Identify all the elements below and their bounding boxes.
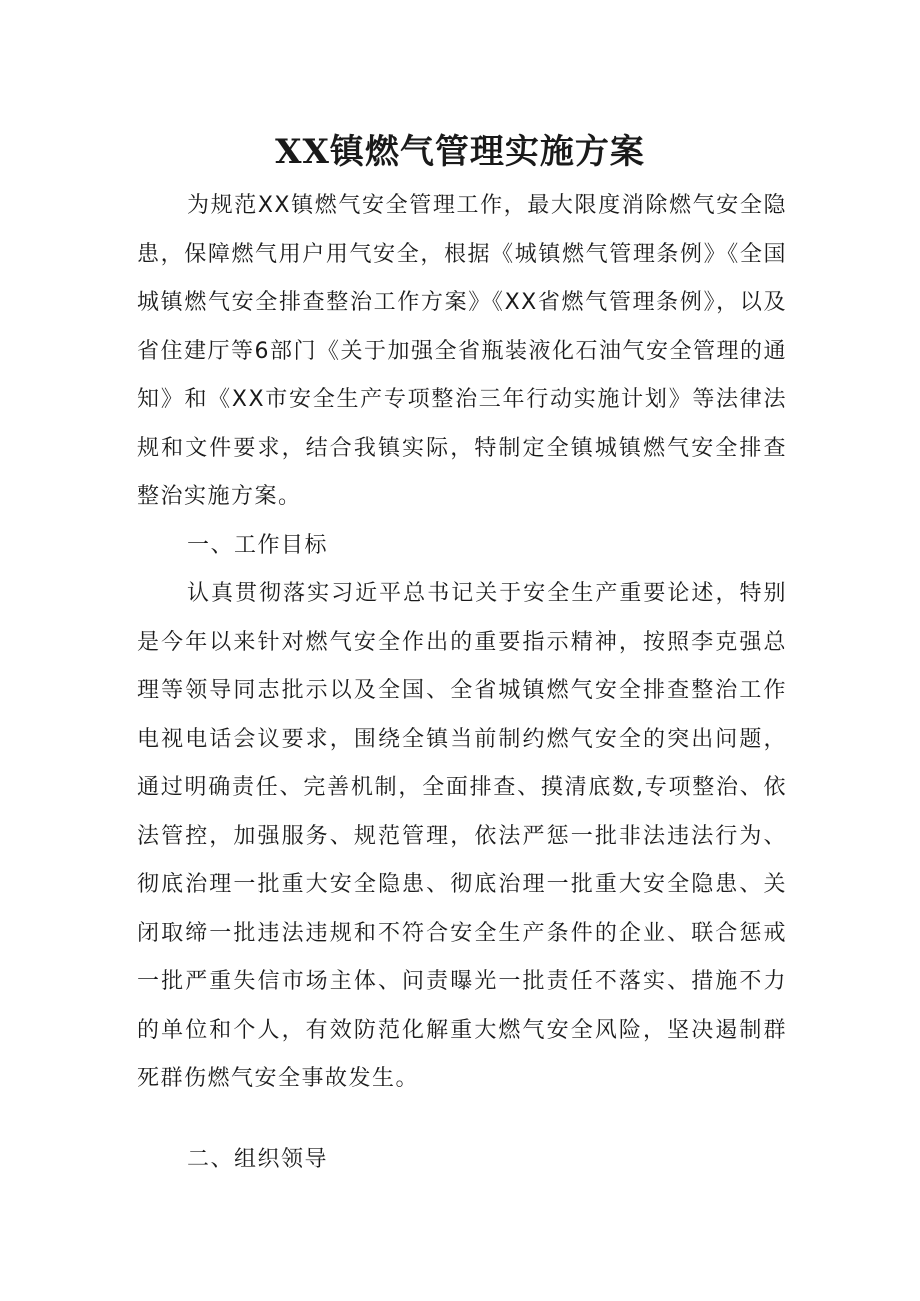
section-spacer	[137, 1104, 787, 1136]
section-heading-work-goals: 一、工作目标	[187, 532, 329, 558]
document-title: XX镇燃气管理实施方案	[275, 132, 645, 172]
section-heading-organization: 二、组织领导	[187, 1146, 329, 1172]
work-goals-paragraph: 认真贯彻落实习近平总书记关于安全生产重要论述，特别是今年以来针对燃气安全作出的重要指示精神，按照李克强总理等领导同志批示以及全国、全省城镇燃气安全排查整治工作电视电话会议要求，围绕全镇当前制约燃气安全的突出问题，通过明确责任、完善机制，全面排查、摸清底数,专项整治、依法管控，加强服务、规范管理，依法严惩一批非法违法行为、彻底治理一批重大安全隐患、彻底治理一批重大安全隐患、关闭取缔一批违法违规和不符合安全生产条件的企业、联合惩戒一批严重失信市场主体、问责曝光一批责任不落实、措施不力的单位和个人，有效防范化解重大燃气安全风险，坚决遏制群死群伤燃气安全事故发生。	[137, 581, 787, 1091]
intro-paragraph: 为规范XX镇燃气安全管理工作，最大限度消除燃气安全隐患，保障燃气用户用气安全，根据《城镇燃气管理条例》《全国城镇燃气安全排查整治工作方案》《XX省燃气管理条例》，以及省住建厅等6部门《关于加强全省瓶装液化石油气安全管理的通知》和《XX市安全生产专项整治三年行动实施计划》等法律法规和文件要求，结合我镇实际，特制定全镇城镇燃气安全排查整治实施方案。	[137, 193, 787, 509]
document-body	[137, 182, 787, 1184]
